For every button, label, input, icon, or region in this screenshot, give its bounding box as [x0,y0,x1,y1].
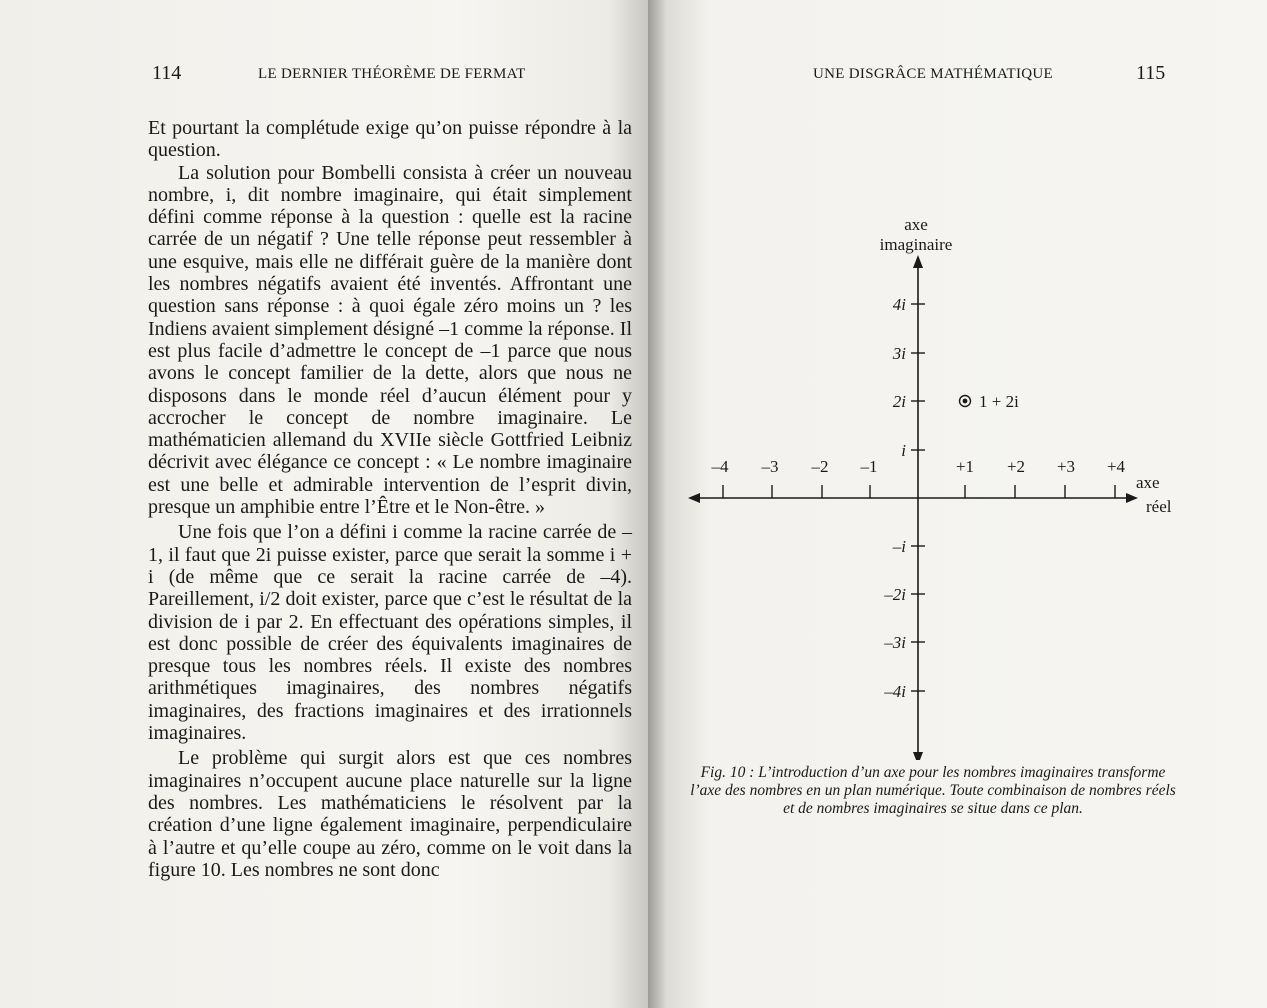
real-axis-label-2: réel [1146,497,1172,516]
imag-tick-label: 3i [892,344,906,363]
point-marker-dot [963,399,968,404]
real-tick-label: +2 [1006,457,1026,476]
real-tick-label: –3 [761,457,779,476]
imag-axis-top-arrow [913,255,923,268]
real-tick-label: –1 [860,457,878,476]
right-page [648,0,1267,1008]
real-tick-label: +3 [1056,457,1076,476]
real-tick-label: –4 [711,457,729,476]
imag-tick-label: –2i [884,585,906,604]
paragraph-3: Une fois que l’on a défini i comme la racine carrée de –1, il faut que 2i puisse exister, parce que serait la somme i + i (de même que ce serait la racine carrée de –4). Pareillement, i/2 doit exister, parce que c’est le résultat de la division de i par 2. En effectuant des opérations simples, il est donc possible de créer des équivalents imaginaires de presque tous les nombres réels. Il existe des nombres arithmétiques imaginaires, des nombres négatifs imaginaires, des fractions imaginaires et des irrationnels imaginaires. [148,521,632,745]
imag-tick-label: 2i [892,392,906,411]
real-tick-label: –2 [811,457,829,476]
left-body-text [148,117,632,881]
imag-tick-label: –3i [884,633,906,652]
real-ticks [723,485,1115,498]
real-axis-label-1: axe [1136,473,1160,492]
imag-axis-bottom-arrow [913,752,923,760]
right-page-number: 115 [1136,62,1166,84]
imag-axis-label-1: axe [904,215,928,234]
figure-caption: Fig. 10 : L’introduction d’un axe pour les nombres imaginaires transforme l’axe des nombres en un plan numérique. Toute combinaison de nombres réels et de nombres imaginaires se situe dans ce plan. [690,764,1176,817]
imag-tick-label: i [901,441,906,460]
paragraph-2: La solution pour Bombelli consista à créer un nouveau nombre, i, dit nombre imaginaire, qui était simplement défini comme réponse à la question : quelle est la racine carrée de un négatif ? Une telle réponse peut ressembler à une esquive, mais elle ne différait guère de la manière dont les nombres négatifs avaient été inventés. Affrontant une question sans réponse : à quoi égale zéro moins un ? les Indiens avaient simplement désigné –1 comme la réponse. Il est plus facile d’admettre le concept de –1 parce que nous avons le concept familier de la dette, alors que nous ne disposons dans le monde réel d’aucun élément pour y accrocher le concept de nombre imaginaire. Le mathématicien allemand du XVIIe siècle Gottfried Leibniz décrivit avec élégance ce concept : « Le nombre imaginaire est une belle et admirable intervention de l’esprit divin, presque un amphibie entre l’Être et le Non-être. » [148,161,632,519]
complex-plane-figure [688,200,1188,760]
real-tick-label: +1 [955,457,975,476]
left-running-head: LE DERNIER THÉORÈME DE FERMAT [258,66,526,82]
point-label: 1 + 2i [979,392,1019,411]
left-page-number: 114 [152,62,182,84]
right-running-head: UNE DISGRÂCE MATHÉMATIQUE [813,66,1053,82]
imag-tick-label: 4i [892,295,906,314]
real-axis-right-arrow [1126,493,1138,503]
real-axis-left-arrow [688,493,700,503]
imag-axis-label-2: imaginaire [879,235,953,254]
paragraph-4: Le problème qui surgit alors est que ces nombres imaginaires n’occupent aucune place naturelle sur la ligne des nombres. Les mathématiciens le résolvent par la création d’une ligne également imaginaire, perpendiculaire à l’autre et qu’elle coupe au zéro, comme on le voit dans la figure 10. Les nombres ne sont donc [148,747,632,881]
real-tick-label: +4 [1106,457,1126,476]
paragraph-1: Et pourtant la complétude exige qu’on puisse répondre à la question. [148,117,632,162]
imag-tick-label: –i [892,537,906,556]
imag-tick-label: –4i [884,682,906,701]
